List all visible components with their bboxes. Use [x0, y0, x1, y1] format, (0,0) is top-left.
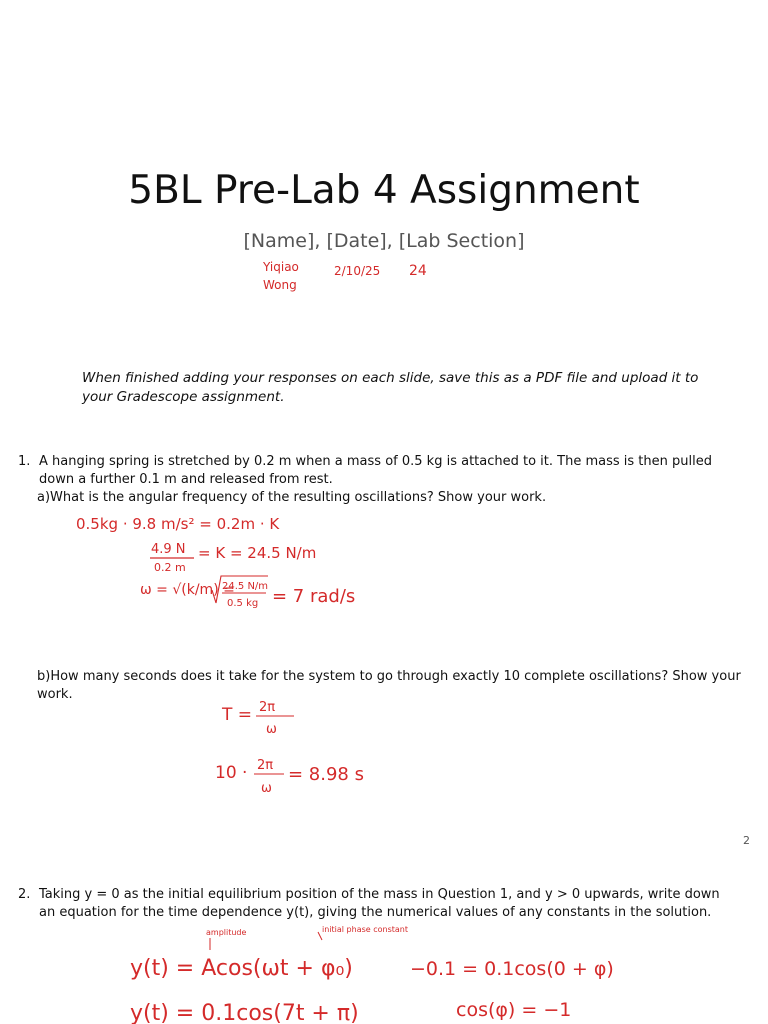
hw-q1a-line2-rhs: = K = 24.5 N/m — [198, 544, 317, 562]
hw-name-line1: Yiqiao — [263, 260, 299, 274]
hw-q1b-num2: 2π — [257, 758, 274, 773]
hw-q1a-result: = 7 rad/s — [272, 586, 356, 607]
hw-q1a-fraction-num: 4.9 N — [151, 542, 186, 557]
question-1-text: A hanging spring is stretched by 0.2 m when a mass of 0.5 kg is attached to it. The mass is then pulled down a further 0.1 m and released from rest. — [39, 454, 712, 487]
hw-q1b-num: 2π — [259, 700, 276, 715]
question-1a: a)What is the angular frequency of the resulting oscillations? Show your work. — [37, 490, 547, 505]
hw-q1b-den: ω — [266, 722, 277, 737]
question-2-text: Taking y = 0 as the initial equilibrium position of the mass in Question 1, and y > 0 upwards, write down an equation for the time dependence y(t), giving the numerical values of any constants in the solution. — [39, 887, 720, 920]
hw-q2-eq2: y(t) = 0.1cos(7t + π) — [130, 1001, 359, 1024]
hw-q2-eq1: y(t) = Acos(ωt + φ₀) — [130, 956, 353, 981]
hw-name-line2: Wong — [263, 278, 297, 292]
question-1b: b)How many seconds does it take for the system to go through exactly 10 complete oscillations? Show your work. — [37, 669, 741, 702]
hw-q1a-line1: 0.5kg · 9.8 m/s² = 0.2m · K — [76, 515, 280, 533]
hw-date: 2/10/25 — [334, 264, 381, 278]
hw-section: 24 — [409, 263, 427, 279]
instructions: When finished adding your responses on each slide, save this as a PDF file and upload it to your Gradescope assignment. — [82, 370, 699, 405]
page-subtitle: [Name], [Date], [Lab Section] — [243, 230, 525, 252]
page-number: 2 — [743, 834, 750, 847]
hw-q2-side2: cos(φ) = −1 — [456, 999, 572, 1021]
hw-q1b-result: = 8.98 s — [288, 764, 364, 785]
hw-q1a-m-value: 0.5 kg — [227, 598, 259, 609]
question-1-number: 1. — [18, 454, 31, 469]
hw-q2-annot-amplitude: amplitude — [206, 928, 247, 937]
hw-q2-annot-phase: initial phase constant — [322, 925, 409, 934]
hw-q1a-k-value: 24.5 N/m — [222, 581, 269, 592]
hw-q1a-omega: ω = √(k/m) = — [140, 582, 235, 598]
hw-q1b-ten: 10 · — [215, 763, 248, 783]
hw-q1b-T: T = — [222, 705, 253, 725]
hw-q1a-fraction-den: 0.2 m — [154, 561, 186, 574]
hw-q1b-den2: ω — [261, 781, 272, 796]
page-title: 5BL Pre-Lab 4 Assignment — [128, 168, 640, 213]
hw-q2-side1: −0.1 = 0.1cos(0 + φ) — [410, 958, 614, 980]
question-2-number: 2. — [18, 887, 31, 902]
